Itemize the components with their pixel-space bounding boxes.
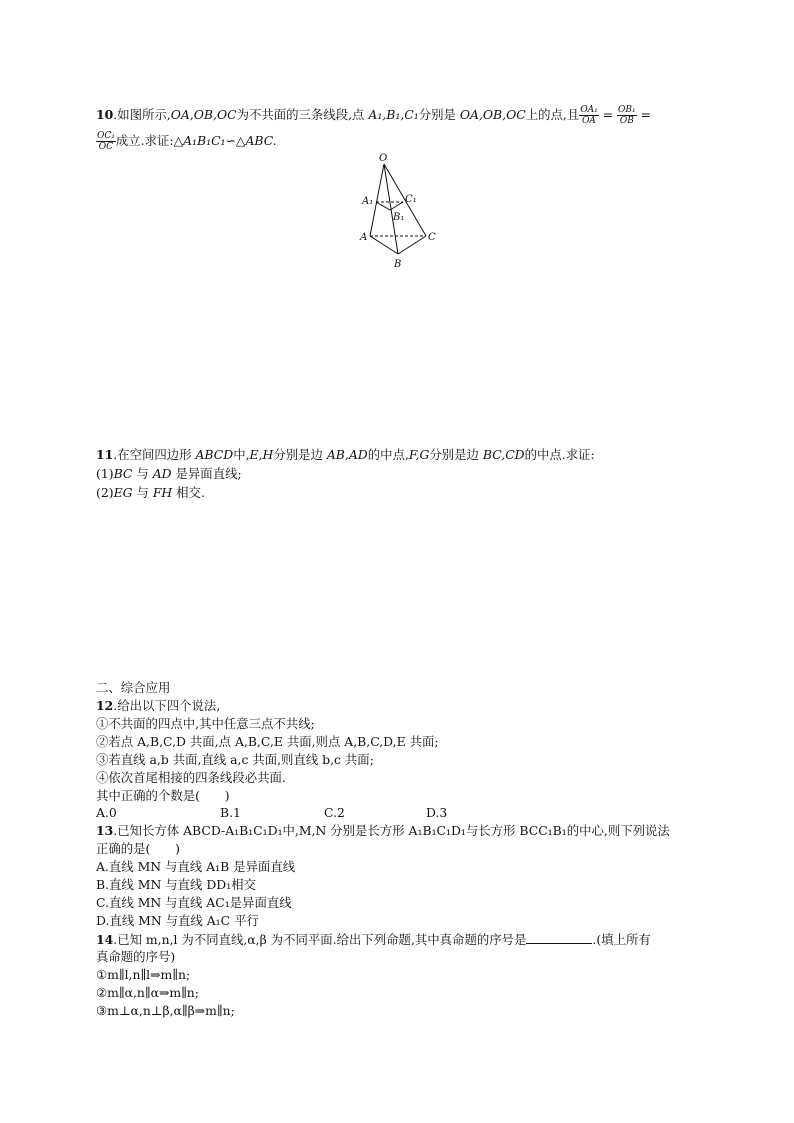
section-heading: 二、综合应用 xyxy=(96,680,171,695)
q12-option-c[interactable]: C.2 xyxy=(324,805,345,820)
fraction-oc1-oc: $\frac{\text{OC₁}}{OC}$ xyxy=(97,131,115,152)
label-C1: C₁ xyxy=(405,194,417,205)
fraction-ob1-ob: $\frac{\text{OB₁}}{OB}$ xyxy=(618,105,636,126)
q11-line1: 11.在空间四边形 ABCD中,E,H分别是边 AB,AD的中点,F,G分别是边 BC,CD的中点.求证: xyxy=(96,447,595,462)
q12-ask: 其中正确的个数是( ) xyxy=(96,788,230,803)
q10-claim: △A₁B₁C₁∽△ABC. xyxy=(173,133,277,148)
q12-number: 12 xyxy=(96,698,114,713)
label-A1: A₁ xyxy=(362,196,374,207)
label-B1: B₁ xyxy=(393,212,405,223)
q13-option-c[interactable]: C.直线 MN 与直线 AC₁是异面直线 xyxy=(96,895,292,910)
q13-stem-1: 13.已知长方体 ABCD-A₁B₁C₁D₁中,M,N 分别是长方形 A₁B₁C₁D₁与长方形 BCC₁B₁的中心,则下列说法 xyxy=(96,823,670,838)
q11-part1: (1)BC 与 AD 是异面直线; xyxy=(96,466,242,481)
q12-options xyxy=(96,805,447,821)
q14-item-2: ②m∥α,n∥α⇒m∥n; xyxy=(96,985,199,1000)
q13-option-a[interactable]: A.直线 MN 与直线 A₁B 是异面直线 xyxy=(96,859,296,874)
label-O: O xyxy=(379,153,388,164)
q10-number: 10 xyxy=(96,107,114,122)
q10-line1: 10.如图所示,OA,OB,OC为不共面的三条线段,点 A₁,B₁,C₁分别是 OA,OB,OC上的点,且 $\frac{\text{OA₁}}{OA}$ = $\frac{\text{OB₁}}{OB}$ = xyxy=(96,105,651,126)
q12-option-b[interactable]: B.1 xyxy=(220,805,241,820)
q12-statement-2: ②若点 A,B,C,D 共面,点 A,B,C,E 共面,则点 A,B,C,D,E 共面; xyxy=(96,734,439,749)
q11-part2: (2)EG 与 FH 相交. xyxy=(96,485,205,500)
q11-number: 11 xyxy=(96,447,114,462)
q12-option-a[interactable]: A.0 xyxy=(96,805,117,820)
q14-item-1: ①m∥l,n∥l⇒m∥n; xyxy=(96,967,191,982)
q13-option-d[interactable]: D.直线 MN 与直线 A₁C 平行 xyxy=(96,913,259,928)
q14-item-3: ③m⊥α,n⊥β,α∥β⇒m∥n; xyxy=(96,1003,235,1018)
fraction-oa1-oa: $\frac{\text{OA₁}}{OA}$ xyxy=(580,105,598,126)
label-C: C xyxy=(428,232,436,243)
q13-stem-2: 正确的是( ) xyxy=(96,841,181,856)
q12-statement-4: ④依次首尾相接的四条线段必共面. xyxy=(96,770,286,785)
q14-stem-1: 14.已知 m,n,l 为不同直线,α,β 为不同平面.给出下列命题,其中真命题的序号是 .(填上所有 xyxy=(96,932,651,947)
label-A: A xyxy=(360,232,368,243)
q14-answer-blank[interactable] xyxy=(526,931,592,944)
q12-statement-1: ①不共面的四点中,其中任意三点不共线; xyxy=(96,716,315,731)
q12-statement-3: ③若直线 a,b 共面,直线 a,c 共面,则直线 b,c 共面; xyxy=(96,752,374,767)
q10-tetrahedron-figure xyxy=(352,150,442,272)
q13-number: 13 xyxy=(96,823,114,838)
q13-option-b[interactable]: B.直线 MN 与直线 DD₁相交 xyxy=(96,877,256,892)
q14-number: 14 xyxy=(96,932,114,947)
q12-option-d[interactable]: D.3 xyxy=(426,805,448,820)
q12-stem: 12.给出以下四个说法, xyxy=(96,698,221,713)
q14-stem-2: 真命题的序号) xyxy=(96,949,176,964)
q10-line2: $\frac{\text{OC₁}}{OC}$ 成立.求证:△A₁B₁C₁∽△ABC. xyxy=(97,131,277,152)
label-B: B xyxy=(394,259,402,270)
